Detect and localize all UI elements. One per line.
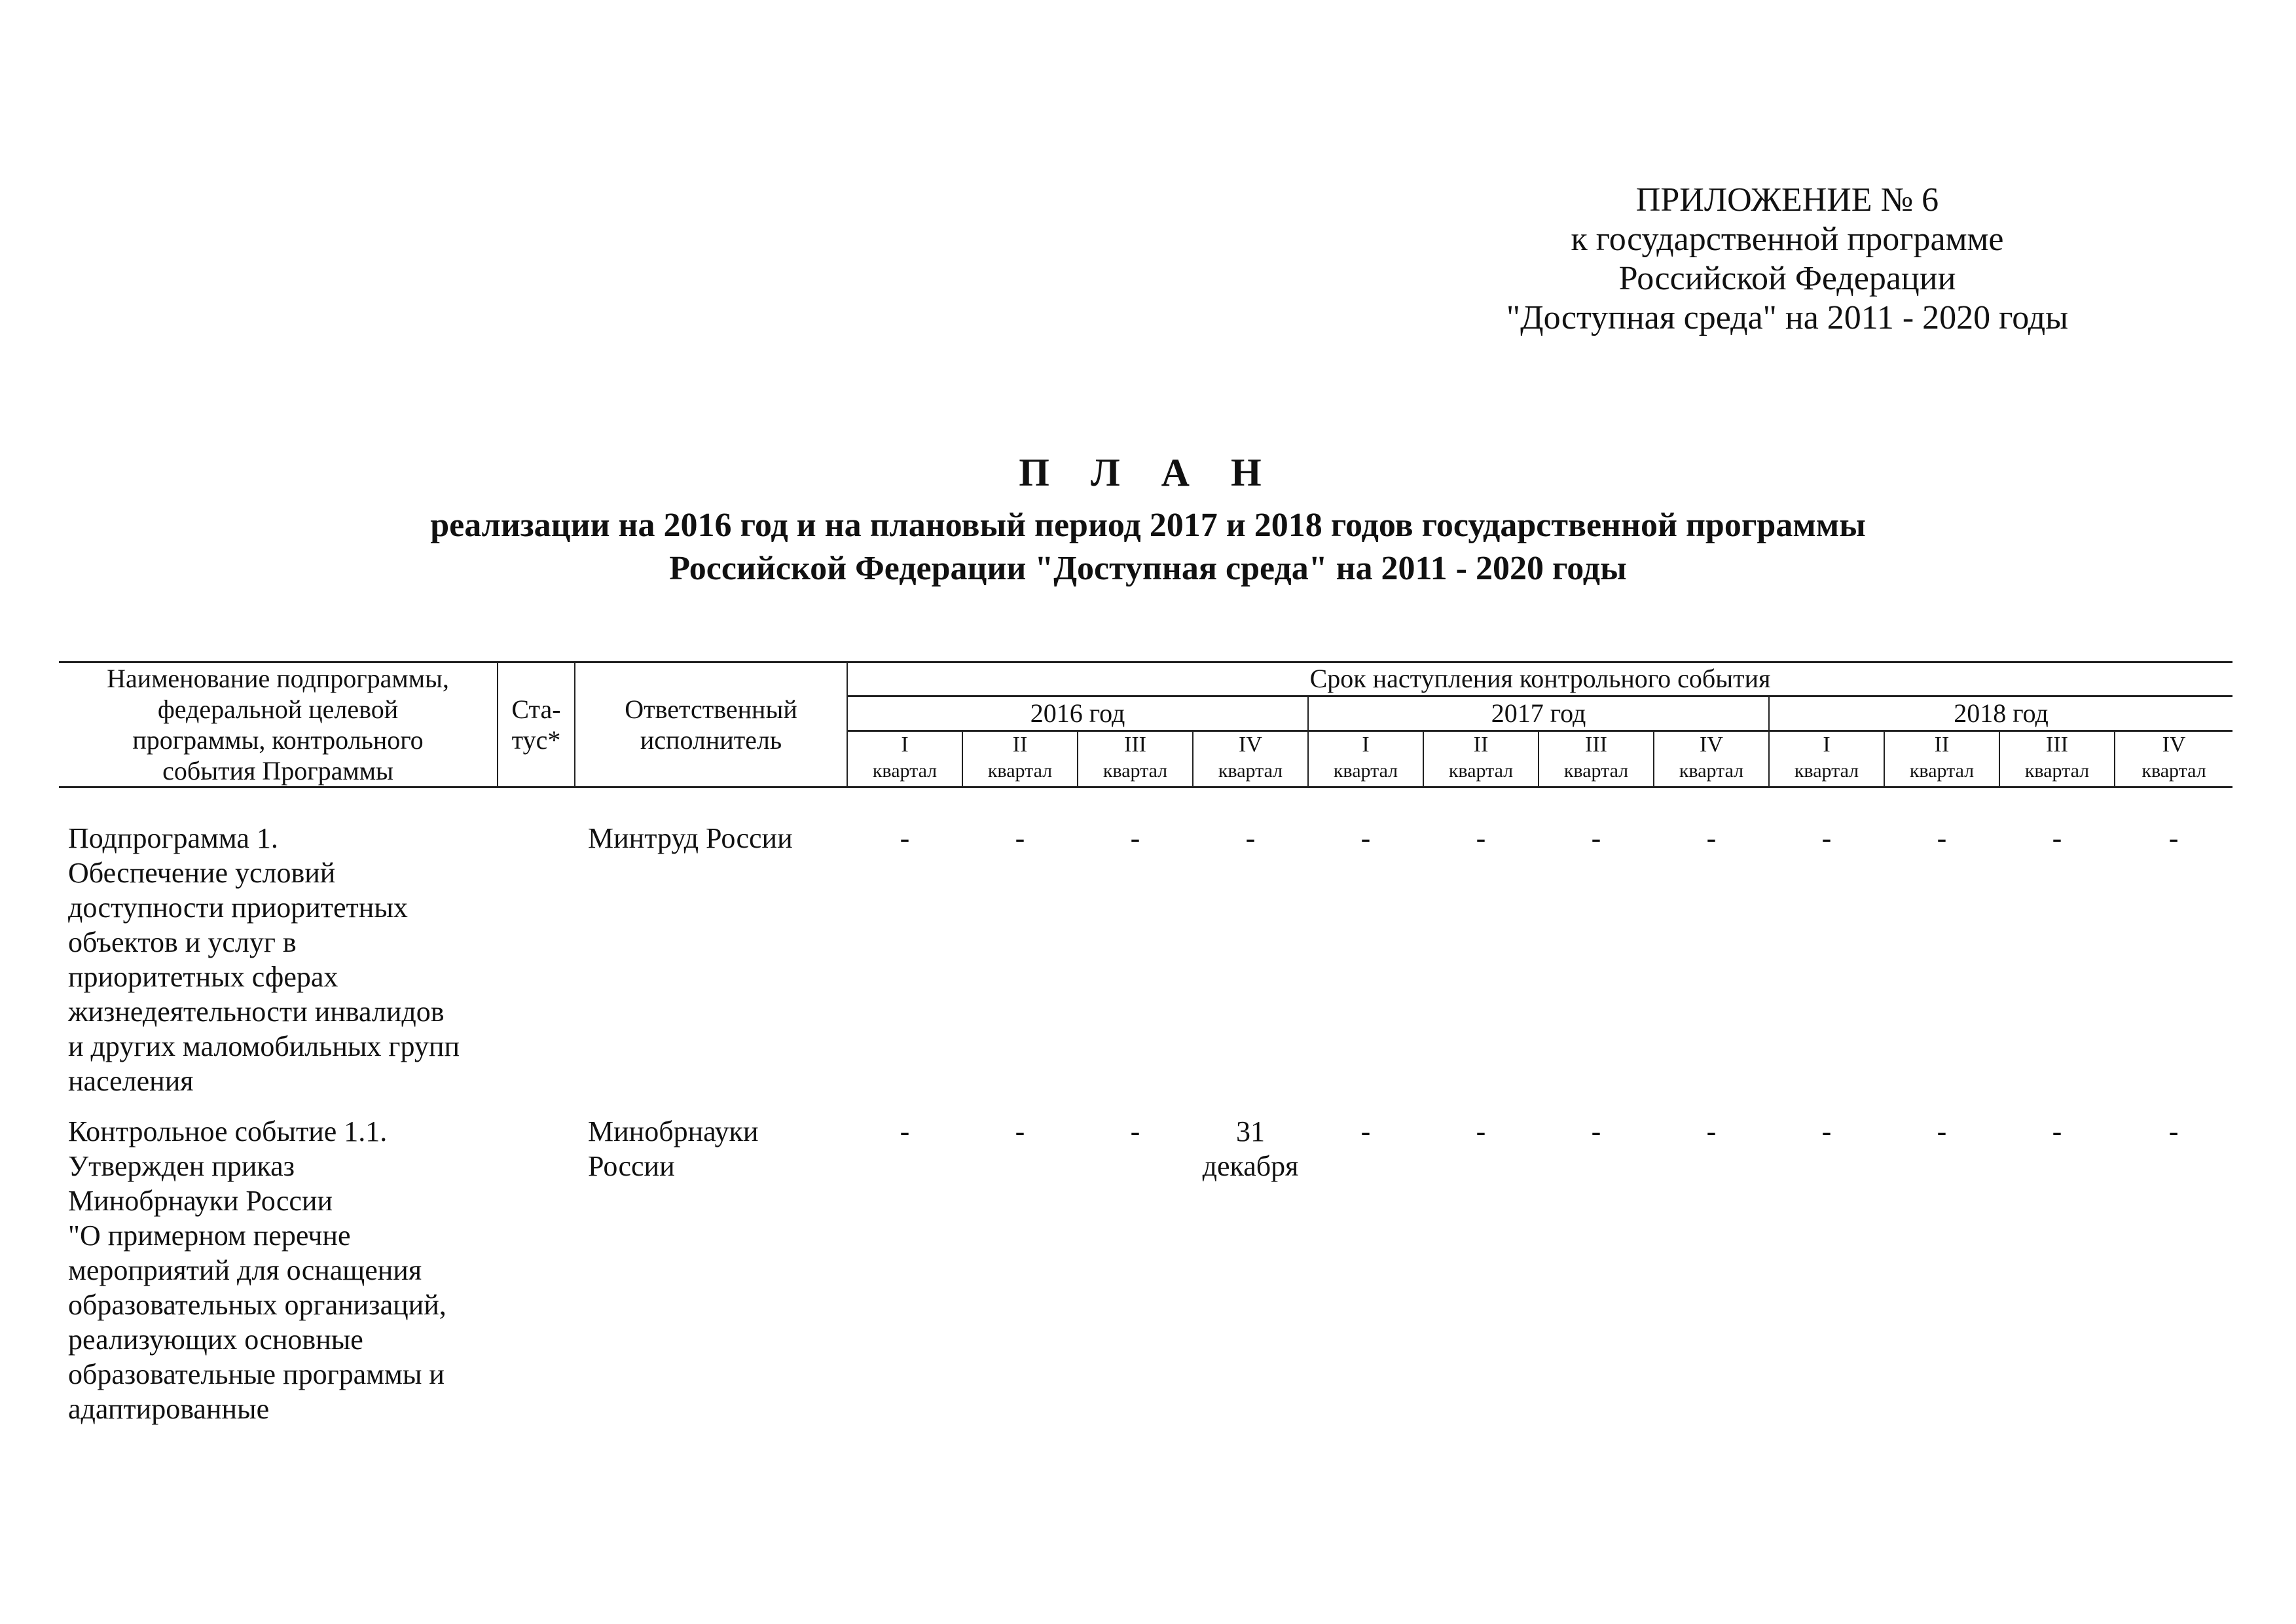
- header-quarter: III квартал: [1539, 731, 1654, 787]
- header-year-2018: 2018 год: [1769, 696, 2232, 731]
- row-status: [498, 1114, 575, 1426]
- row-quarter-cell: -: [2052, 1115, 2062, 1147]
- row-quarter-cell: -: [1937, 1115, 1947, 1147]
- table-row: [59, 1114, 2232, 1426]
- header-executor: Ответственный исполнитель: [575, 662, 847, 787]
- row-quarter-cell: -: [1821, 1115, 1832, 1147]
- row-quarter-cell: -: [1706, 822, 1717, 854]
- plan-subtitle-line: Российской Федерации "Доступная среда" на 2011 - 2020 годы: [669, 550, 1627, 587]
- row-quarter-cell: -: [2052, 822, 2062, 854]
- row-quarter-cell: -: [1821, 822, 1832, 854]
- appendix-line: к государственной программе: [1571, 221, 2004, 258]
- row-quarter-cell: -: [1015, 1115, 1025, 1147]
- header-quarter: II квартал: [1884, 731, 1999, 787]
- appendix-block: [1375, 181, 2200, 338]
- row-quarter-cell: -: [1476, 1115, 1486, 1147]
- header-name: Наименование подпрограммы, федеральной целевой программы, контрольного события Программы: [59, 662, 498, 787]
- row-quarter-cell: -: [2168, 822, 2179, 854]
- header-quarter: IV квартал: [1193, 731, 1308, 787]
- header-quarter: IV квартал: [1654, 731, 1769, 787]
- plan-subtitle: [0, 504, 2296, 590]
- row-quarter-cell: -: [1015, 822, 1025, 854]
- appendix-line: Российской Федерации: [1618, 260, 1956, 297]
- row-quarter-cell: -: [1245, 822, 1256, 854]
- row-executor: Минтруд России: [588, 822, 793, 854]
- plan-title: П Л А Н: [1019, 451, 1277, 494]
- table-row: [59, 821, 2232, 1114]
- row-quarter-cell: -: [1360, 1115, 1371, 1147]
- header-quarter: II квартал: [1423, 731, 1539, 787]
- row-executor: Минобрнауки России: [588, 1115, 759, 1182]
- row-quarter-cell: -: [1476, 822, 1486, 854]
- table-header: [59, 662, 2232, 787]
- header-quarter: II квартал: [962, 731, 1078, 787]
- row-quarter-cell: -: [1360, 822, 1371, 854]
- appendix-line: "Доступная среда" на 2011 - 2020 годы: [1506, 299, 2069, 336]
- header-quarter: I квартал: [847, 731, 962, 787]
- row-quarter-cell: -: [1130, 822, 1140, 854]
- row-name: Подпрограмма 1. Обеспечение условий доступности приоритетных объектов и услуг в приоритетных сферах жизнедеятельности инвалидов и других маломобильных групп населения: [68, 822, 460, 1097]
- header-deadline: Срок наступления контрольного события: [847, 662, 2232, 696]
- row-quarter-cell: -: [1706, 1115, 1717, 1147]
- appendix-line: ПРИЛОЖЕНИЕ № 6: [1635, 181, 1939, 219]
- row-quarter-cell: -: [2168, 1115, 2179, 1147]
- header-quarter: III квартал: [1999, 731, 2115, 787]
- header-year-2017: 2017 год: [1308, 696, 1769, 731]
- header-quarter: I квартал: [1769, 731, 1884, 787]
- plan-table: [59, 661, 2232, 1426]
- row-quarter-cell: -: [1130, 1115, 1140, 1147]
- row-quarter-cell: -: [900, 1115, 910, 1147]
- row-quarter-cell: -: [1937, 822, 1947, 854]
- header-status: Ста- тус*: [498, 662, 575, 787]
- header-quarter: III квартал: [1078, 731, 1193, 787]
- header-quarter: IV квартал: [2115, 731, 2232, 787]
- row-quarter-cell: -: [1591, 1115, 1601, 1147]
- row-name: Контрольное событие 1.1. Утвержден приказ Минобрнауки России "О примерном перечне мероприятий для оснащения образовательных организаций, реализующих основные образовательные программы и адаптированные: [68, 1115, 446, 1425]
- row-quarter-cell: -: [900, 822, 910, 854]
- row-status: [498, 821, 575, 1114]
- header-year-2016: 2016 год: [847, 696, 1308, 731]
- header-quarter: I квартал: [1308, 731, 1423, 787]
- row-quarter-cell: -: [1591, 822, 1601, 854]
- table-body: [59, 787, 2232, 1427]
- plan-subtitle-line: реализации на 2016 год и на плановый период 2017 и 2018 годов государственной программы: [430, 507, 1866, 544]
- row-quarter-cell: 31 декабря: [1202, 1115, 1299, 1182]
